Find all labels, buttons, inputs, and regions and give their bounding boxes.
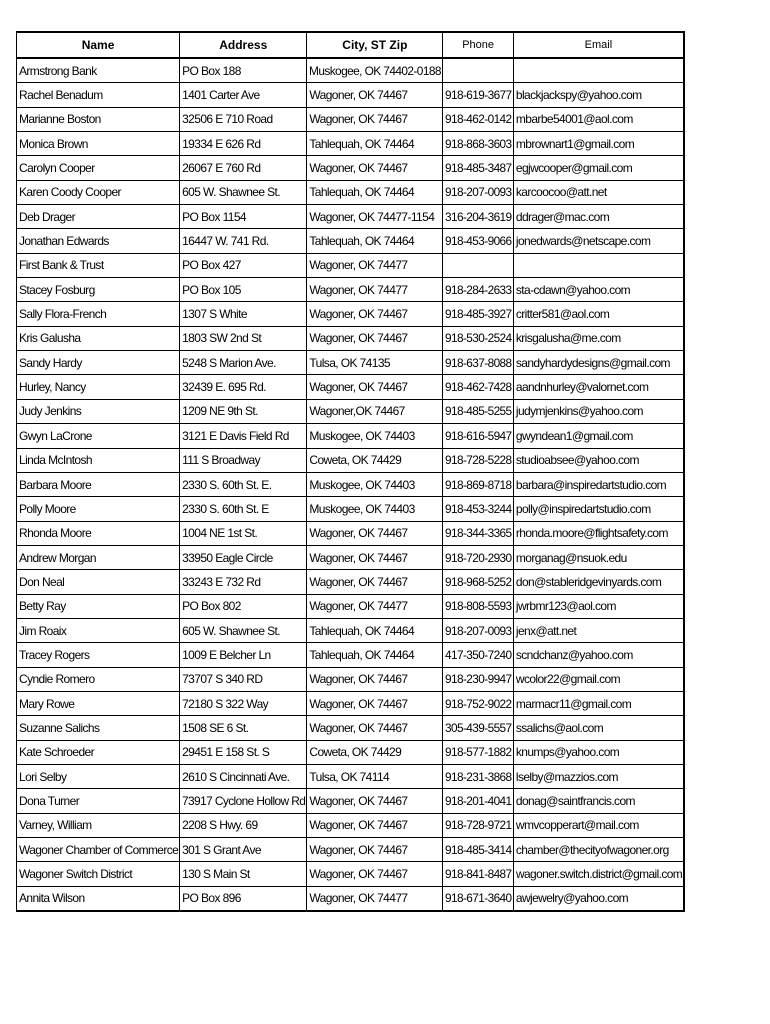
cell-name: Betty Ray: [17, 594, 180, 618]
cell-phone: 918-462-7428: [443, 375, 514, 399]
cell-address: 29451 E 158 St. S: [180, 740, 307, 764]
cell-name: Linda McIntosh: [17, 448, 180, 472]
cell-city-st-zip: Wagoner, OK 74477: [307, 886, 443, 911]
cell-email: [513, 58, 684, 83]
cell-address: 301 S Grant Ave: [180, 838, 307, 862]
table-row: [17, 205, 684, 229]
cell-name: Kate Schroeder: [17, 740, 180, 764]
cell-address: 73917 Cyclone Hollow Rd: [180, 789, 307, 813]
cell-address: PO Box 105: [180, 278, 307, 302]
cell-email: don@stableridgevinyards.com: [513, 570, 684, 594]
cell-name: Varney, William: [17, 813, 180, 837]
cell-email: wcolor22@gmail.com: [513, 667, 684, 691]
cell-city-st-zip: Wagoner, OK 74467: [307, 326, 443, 350]
cell-city-st-zip: Wagoner, OK 74467: [307, 521, 443, 545]
cell-name: First Bank & Trust: [17, 253, 180, 277]
cell-name: Annita Wilson: [17, 886, 180, 911]
cell-address: 3121 E Davis Field Rd: [180, 424, 307, 448]
cell-name: Dona Turner: [17, 789, 180, 813]
cell-phone: 918-201-4041: [443, 789, 514, 813]
cell-phone: 918-231-3868: [443, 764, 514, 788]
cell-email: wmvcopperart@mail.com: [513, 813, 684, 837]
table-row: [17, 886, 684, 911]
table-row: [17, 107, 684, 131]
cell-name: Judy Jenkins: [17, 399, 180, 423]
cell-city-st-zip: Wagoner, OK 74467: [307, 107, 443, 131]
cell-phone: 918-841-8487: [443, 862, 514, 886]
cell-name: Deb Drager: [17, 205, 180, 229]
cell-phone: 918-728-9721: [443, 813, 514, 837]
cell-email: scndchanz@yahoo.com: [513, 643, 684, 667]
cell-name: Marianne Boston: [17, 107, 180, 131]
cell-address: 32439 E. 695 Rd.: [180, 375, 307, 399]
cell-address: 111 S Broadway: [180, 448, 307, 472]
cell-address: 605 W. Shawnee St.: [180, 618, 307, 642]
table-row: [17, 789, 684, 813]
cell-email: donag@saintfrancis.com: [513, 789, 684, 813]
cell-phone: 918-808-5593: [443, 594, 514, 618]
cell-email: mbarbe54001@aol.com: [513, 107, 684, 131]
cell-email: gwyndean1@gmail.com: [513, 424, 684, 448]
cell-address: 1401 Carter Ave: [180, 83, 307, 107]
cell-city-st-zip: Wagoner, OK 74467: [307, 545, 443, 569]
cell-email: judymjenkins@yahoo.com: [513, 399, 684, 423]
cell-email: critter581@aol.com: [513, 302, 684, 326]
cell-email: morganag@nsuok.edu: [513, 545, 684, 569]
table-row: [17, 838, 684, 862]
cell-city-st-zip: Wagoner, OK 74467: [307, 570, 443, 594]
cell-email: ssalichs@aol.com: [513, 716, 684, 740]
cell-address: PO Box 427: [180, 253, 307, 277]
cell-name: Sally Flora-French: [17, 302, 180, 326]
table-row: [17, 570, 684, 594]
cell-phone: 918-453-3244: [443, 497, 514, 521]
cell-city-st-zip: Wagoner, OK 74477-1154: [307, 205, 443, 229]
cell-phone: 918-720-2930: [443, 545, 514, 569]
cell-phone: 918-344-3365: [443, 521, 514, 545]
cell-name: Suzanne Salichs: [17, 716, 180, 740]
header-address: Address: [180, 32, 307, 58]
cell-city-st-zip: Muskogee, OK 74403: [307, 424, 443, 448]
cell-email: awjewelry@yahoo.com: [513, 886, 684, 911]
table-row: [17, 351, 684, 375]
cell-phone: 918-869-8718: [443, 472, 514, 496]
table-row: [17, 740, 684, 764]
cell-email: jwrbmr123@aol.com: [513, 594, 684, 618]
cell-city-st-zip: Coweta, OK 74429: [307, 740, 443, 764]
table-row: [17, 278, 684, 302]
cell-address: 33243 E 732 Rd: [180, 570, 307, 594]
cell-address: 32506 E 710 Road: [180, 107, 307, 131]
cell-address: 2208 S Hwy. 69: [180, 813, 307, 837]
cell-email: polly@inspiredartstudio.com: [513, 497, 684, 521]
cell-phone: [443, 58, 514, 83]
header-email: Email: [513, 32, 684, 58]
cell-name: Jim Roaix: [17, 618, 180, 642]
cell-address: 2330 S. 60th St. E.: [180, 472, 307, 496]
cell-phone: 918-728-5228: [443, 448, 514, 472]
table-row: [17, 862, 684, 886]
cell-name: Rachel Benadum: [17, 83, 180, 107]
cell-phone: 918-230-9947: [443, 667, 514, 691]
cell-city-st-zip: Tulsa, OK 74114: [307, 764, 443, 788]
table-row: [17, 643, 684, 667]
cell-email: aandnhurley@valornet.com: [513, 375, 684, 399]
table-row: [17, 424, 684, 448]
cell-phone: 918-485-5255: [443, 399, 514, 423]
cell-address: 72180 S 322 Way: [180, 691, 307, 715]
cell-email: karcoocoo@att.net: [513, 180, 684, 204]
cell-address: 19334 E 626 Rd: [180, 132, 307, 156]
cell-name: Gwyn LaCrone: [17, 424, 180, 448]
cell-city-st-zip: Wagoner, OK 74467: [307, 667, 443, 691]
cell-name: Jonathan Edwards: [17, 229, 180, 253]
cell-address: 26067 E 760 Rd: [180, 156, 307, 180]
cell-email: egjwcooper@gmail.com: [513, 156, 684, 180]
cell-email: [513, 253, 684, 277]
cell-city-st-zip: Coweta, OK 74429: [307, 448, 443, 472]
cell-city-st-zip: Wagoner, OK 74467: [307, 691, 443, 715]
cell-phone: 918-462-0142: [443, 107, 514, 131]
cell-address: 2610 S Cincinnati Ave.: [180, 764, 307, 788]
table-row: [17, 521, 684, 545]
table-row: [17, 253, 684, 277]
table-row: [17, 156, 684, 180]
cell-city-st-zip: Muskogee, OK 74403: [307, 497, 443, 521]
cell-phone: 918-284-2633: [443, 278, 514, 302]
table-row: [17, 448, 684, 472]
cell-email: knumps@yahoo.com: [513, 740, 684, 764]
cell-city-st-zip: Wagoner, OK 74467: [307, 789, 443, 813]
cell-phone: 305-439-5557: [443, 716, 514, 740]
cell-phone: 918-577-1882: [443, 740, 514, 764]
cell-phone: 918-530-2524: [443, 326, 514, 350]
cell-phone: 918-619-3677: [443, 83, 514, 107]
cell-city-st-zip: Wagoner, OK 74467: [307, 156, 443, 180]
cell-email: ddrager@mac.com: [513, 205, 684, 229]
header-phone: Phone: [443, 32, 514, 58]
cell-address: 1307 S White: [180, 302, 307, 326]
cell-email: blackjackspy@yahoo.com: [513, 83, 684, 107]
cell-phone: 918-671-3640: [443, 886, 514, 911]
cell-phone: 918-616-5947: [443, 424, 514, 448]
cell-email: wagoner.switch.district@gmail.com: [513, 862, 684, 886]
cell-phone: 918-207-0093: [443, 618, 514, 642]
cell-name: Lori Selby: [17, 764, 180, 788]
cell-phone: 316-204-3619: [443, 205, 514, 229]
cell-address: 1508 SE 6 St.: [180, 716, 307, 740]
cell-phone: 417-350-7240: [443, 643, 514, 667]
cell-phone: 918-752-9022: [443, 691, 514, 715]
cell-address: PO Box 896: [180, 886, 307, 911]
table-row: [17, 229, 684, 253]
cell-phone: 918-453-9066: [443, 229, 514, 253]
table-row: [17, 497, 684, 521]
cell-city-st-zip: Tahlequah, OK 74464: [307, 643, 443, 667]
table-row: [17, 58, 684, 83]
cell-name: Wagoner Chamber of Commerce: [17, 838, 180, 862]
table-row: [17, 716, 684, 740]
cell-city-st-zip: Wagoner, OK 74467: [307, 862, 443, 886]
cell-name: Wagoner Switch District: [17, 862, 180, 886]
table-row: [17, 764, 684, 788]
cell-city-st-zip: Wagoner, OK 74477: [307, 594, 443, 618]
cell-city-st-zip: Tulsa, OK 74135: [307, 351, 443, 375]
cell-city-st-zip: Wagoner, OK 74477: [307, 278, 443, 302]
cell-phone: 918-868-3603: [443, 132, 514, 156]
cell-city-st-zip: Wagoner, OK 74467: [307, 813, 443, 837]
cell-address: 1803 SW 2nd St: [180, 326, 307, 350]
cell-address: PO Box 1154: [180, 205, 307, 229]
contact-table: [16, 31, 685, 912]
cell-city-st-zip: Muskogee, OK 74402-0188: [307, 58, 443, 83]
table-row: [17, 594, 684, 618]
cell-city-st-zip: Wagoner, OK 74467: [307, 838, 443, 862]
cell-name: Stacey Fosburg: [17, 278, 180, 302]
cell-address: 1009 E Belcher Ln: [180, 643, 307, 667]
table-row: [17, 180, 684, 204]
cell-city-st-zip: Wagoner,OK 74467: [307, 399, 443, 423]
cell-address: 73707 S 340 RD: [180, 667, 307, 691]
header-name: Name: [17, 32, 180, 58]
cell-name: Monica Brown: [17, 132, 180, 156]
cell-email: jonedwards@netscape.com: [513, 229, 684, 253]
cell-city-st-zip: Tahlequah, OK 74464: [307, 618, 443, 642]
table-row: [17, 132, 684, 156]
table-row: [17, 375, 684, 399]
table-row: [17, 813, 684, 837]
cell-email: marmacr11@gmail.com: [513, 691, 684, 715]
table-row: [17, 667, 684, 691]
cell-city-st-zip: Wagoner, OK 74467: [307, 83, 443, 107]
cell-name: Karen Coody Cooper: [17, 180, 180, 204]
cell-address: 5248 S Marion Ave.: [180, 351, 307, 375]
cell-email: barbara@inspiredartstudio.com: [513, 472, 684, 496]
cell-email: krisgalusha@me.com: [513, 326, 684, 350]
cell-phone: 918-968-5252: [443, 570, 514, 594]
cell-name: Barbara Moore: [17, 472, 180, 496]
cell-name: Kris Galusha: [17, 326, 180, 350]
table-row: [17, 302, 684, 326]
table-row: [17, 545, 684, 569]
cell-phone: 918-207-0093: [443, 180, 514, 204]
table-row: [17, 399, 684, 423]
cell-email: studioabsee@yahoo.com: [513, 448, 684, 472]
cell-city-st-zip: Wagoner, OK 74467: [307, 375, 443, 399]
cell-city-st-zip: Tahlequah, OK 74464: [307, 180, 443, 204]
cell-address: 16447 W. 741 Rd.: [180, 229, 307, 253]
cell-email: sandyhardydesigns@gmail.com: [513, 351, 684, 375]
cell-name: Don Neal: [17, 570, 180, 594]
cell-name: Hurley, Nancy: [17, 375, 180, 399]
cell-address: PO Box 188: [180, 58, 307, 83]
cell-city-st-zip: Tahlequah, OK 74464: [307, 132, 443, 156]
cell-email: jenx@att.net: [513, 618, 684, 642]
header-city-st-zip: City, ST Zip: [307, 32, 443, 58]
cell-email: sta-cdawn@yahoo.com: [513, 278, 684, 302]
cell-phone: 918-485-3927: [443, 302, 514, 326]
table-row: [17, 472, 684, 496]
cell-email: chamber@thecityofwagoner.org: [513, 838, 684, 862]
cell-city-st-zip: Wagoner, OK 74477: [307, 253, 443, 277]
table-row: [17, 326, 684, 350]
cell-city-st-zip: Wagoner, OK 74467: [307, 302, 443, 326]
cell-name: Sandy Hardy: [17, 351, 180, 375]
table-body: [17, 58, 684, 911]
cell-phone: 918-485-3414: [443, 838, 514, 862]
cell-name: Andrew Morgan: [17, 545, 180, 569]
cell-name: Carolyn Cooper: [17, 156, 180, 180]
cell-name: Armstrong Bank: [17, 58, 180, 83]
cell-phone: 918-637-8088: [443, 351, 514, 375]
cell-name: Cyndie Romero: [17, 667, 180, 691]
cell-name: Rhonda Moore: [17, 521, 180, 545]
cell-city-st-zip: Tahlequah, OK 74464: [307, 229, 443, 253]
table-row: [17, 691, 684, 715]
cell-address: 2330 S. 60th St. E: [180, 497, 307, 521]
cell-name: Tracey Rogers: [17, 643, 180, 667]
cell-name: Mary Rowe: [17, 691, 180, 715]
cell-city-st-zip: Wagoner, OK 74467: [307, 716, 443, 740]
cell-phone: [443, 253, 514, 277]
cell-city-st-zip: Muskogee, OK 74403: [307, 472, 443, 496]
cell-name: Polly Moore: [17, 497, 180, 521]
cell-phone: 918-485-3487: [443, 156, 514, 180]
cell-email: rhonda.moore@flightsafety.com: [513, 521, 684, 545]
cell-address: 1004 NE 1st St.: [180, 521, 307, 545]
cell-address: 33950 Eagle Circle: [180, 545, 307, 569]
cell-address: 130 S Main St: [180, 862, 307, 886]
cell-address: PO Box 802: [180, 594, 307, 618]
cell-email: lselby@mazzios.com: [513, 764, 684, 788]
table-row: [17, 618, 684, 642]
cell-email: mbrownart1@gmail.com: [513, 132, 684, 156]
cell-address: 605 W. Shawnee St.: [180, 180, 307, 204]
table-row: [17, 83, 684, 107]
header-row: [17, 32, 684, 58]
cell-address: 1209 NE 9th St.: [180, 399, 307, 423]
